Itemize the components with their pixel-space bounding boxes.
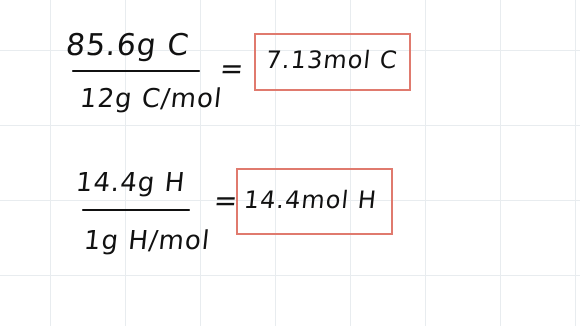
hydrogen-molar-mass-denominator: 1g H/mol [82, 226, 212, 256]
hydrogen-answer-box [236, 168, 393, 235]
carbon-equals-sign: = [218, 52, 247, 85]
hydrogen-equals-sign: = [212, 184, 241, 217]
carbon-fraction-bar [72, 70, 200, 72]
hydrogen-moles-result: 14.4mol H [242, 186, 379, 214]
carbon-mass-numerator: 85.6g C [64, 28, 192, 63]
hydrogen-mass-numerator: 14.4g H [74, 168, 187, 198]
carbon-molar-mass-denominator: 12g C/mol [78, 84, 224, 114]
carbon-answer-box [254, 33, 411, 91]
hydrogen-fraction-bar [82, 209, 190, 211]
carbon-moles-result: 7.13mol C [264, 46, 400, 74]
